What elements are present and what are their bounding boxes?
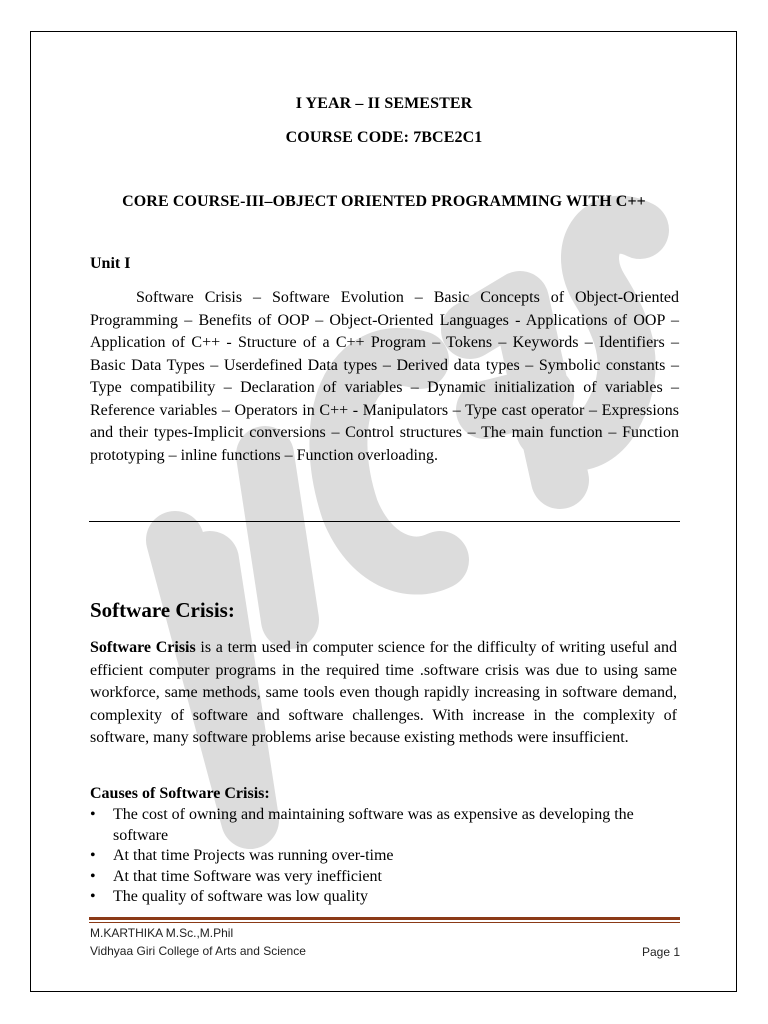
list-item xyxy=(90,805,680,846)
list-item xyxy=(90,846,680,867)
footer-rule xyxy=(89,917,680,920)
section-divider xyxy=(89,521,680,522)
causes-title: Causes of Software Crisis: xyxy=(90,785,270,802)
section-paragraph xyxy=(90,637,677,750)
list-item-text: At that time Projects was running over-time xyxy=(113,847,394,864)
section-title: Software Crisis: xyxy=(90,598,235,622)
course-code-heading: COURSE CODE: 7BCE2C1 xyxy=(285,129,483,146)
bullet: • xyxy=(90,806,96,823)
list-item xyxy=(90,867,680,888)
list-item-text: At that time Software was very inefficient xyxy=(113,867,382,885)
causes-list xyxy=(90,805,680,908)
unit-title: Unit I xyxy=(90,255,131,272)
list-item-text: The quality of software was low quality xyxy=(113,888,369,905)
bullet: • xyxy=(90,888,96,905)
course-title-heading: CORE COURSE-III–OBJECT ORIENTED PROGRAMMING WITH C++ xyxy=(122,193,646,210)
bullet: • xyxy=(90,867,96,885)
section-body: is a term used in computer science for the difficulty of writing useful and efficient computer programs in the required time .software crisis was due to using same workforce, same methods, same tools even though rapidly increasing in software demand, complexity of software and software challenges. With increase in the complexity of software, many software problems arise because existing methods were insufficient. xyxy=(90,639,677,746)
year-semester-heading: I YEAR – II SEMESTER xyxy=(295,95,473,112)
list-item-text: The cost of owning and maintaining software was as expensive as developing the software xyxy=(113,806,634,844)
unit-syllabus: Software Crisis – Software Evolution – Basic Concepts of Object-Oriented Programming – Benefits of OOP – Object-Oriented Languages - Applications of OOP – Application of C++ - Structure of a C++ Program – Tokens – Keywords – Identifiers – Basic Data Types – Userdefined Data types – Derived data types – Symbolic constants – Type compatibility – Declaration of variables – Dynamic initialization of variables –Reference variables – Operators in C++ - Manipulators – Type cast operator – Expressions and their types-Implicit conversions – Control structures – The main function – Function prototyping – inline functions – Function overloading. xyxy=(90,289,679,464)
bullet: • xyxy=(90,847,96,864)
page-number: Page 1 xyxy=(642,945,681,959)
list-item xyxy=(90,887,680,908)
footer-rule-thin xyxy=(89,922,680,923)
footer-author: M.KARTHIKA M.Sc.,M.Phil xyxy=(90,926,234,940)
footer-college: Vidhyaa Giri College of Arts and Science xyxy=(90,944,306,958)
section-term: Software Crisis xyxy=(90,639,196,656)
